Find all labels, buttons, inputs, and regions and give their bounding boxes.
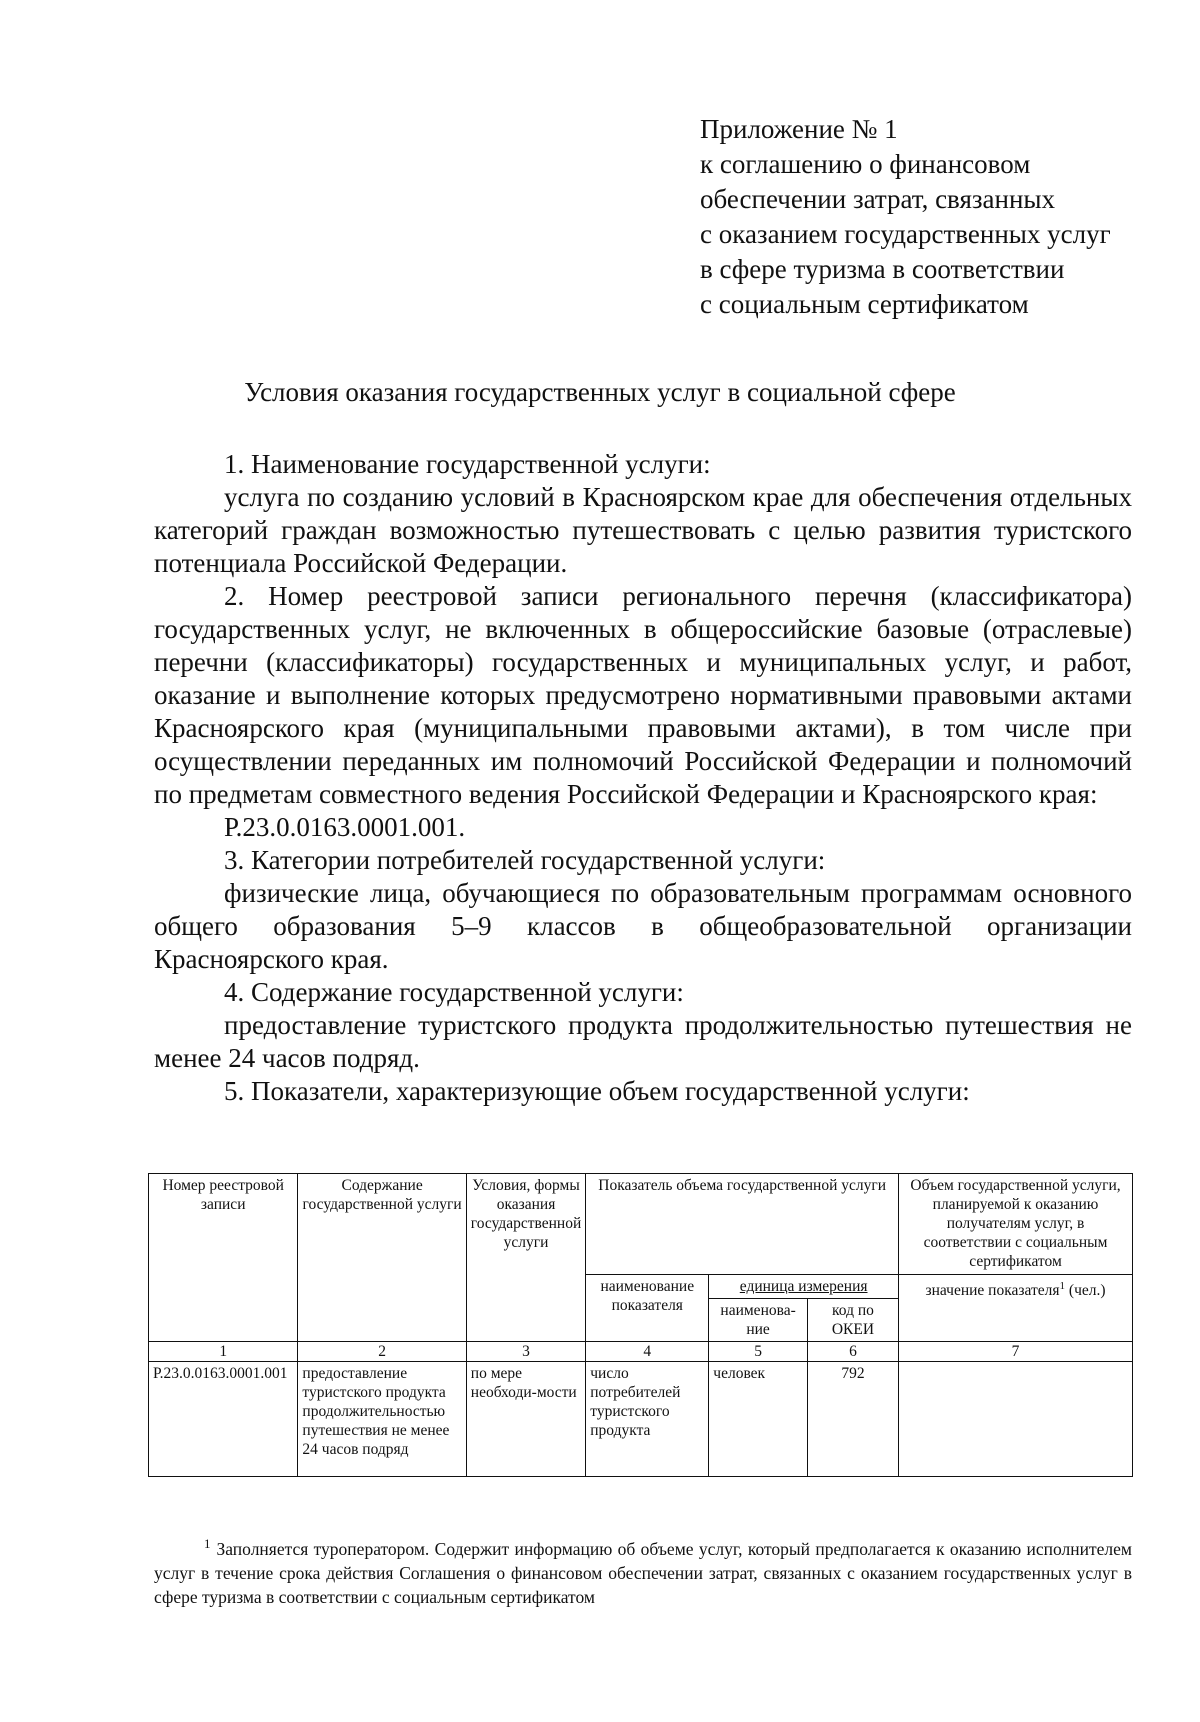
section-3-heading: 3. Категории потребителей государственной услуги: — [224, 845, 826, 875]
appendix-line: обеспечении затрат, связанных — [700, 184, 1056, 214]
cell-indicator-value — [899, 1362, 1133, 1477]
appendix-header — [700, 112, 1160, 322]
header-unit-of-measure: единица измерения — [709, 1275, 899, 1299]
cell-registry-number: Р.23.0.0163.0001.001 — [149, 1362, 298, 1477]
cell-okei-code: 792 — [807, 1362, 898, 1477]
header-indicator-value — [899, 1275, 1133, 1342]
cell-indicator-name: число потребителей туристского продукта — [586, 1362, 709, 1477]
footnote — [154, 1532, 1132, 1609]
appendix-line: в сфере туризма в соответствии — [700, 254, 1065, 284]
section-3-text: физические лица, обучающиеся по образовательным программам основного общего образования 5–9 классов в общеобразовательной организации Красноярского края. — [154, 878, 1132, 974]
appendix-line: с социальным сертификатом — [700, 289, 1029, 319]
document-title: Условия оказания государственных услуг в социальной сфере — [244, 377, 956, 407]
footnote-ref: 1 — [1059, 1280, 1066, 1292]
cell-unit-name: человек — [709, 1362, 808, 1477]
header-indicator-name: наименование показателя — [586, 1275, 709, 1342]
cell-service-content: предоставление туристского продукта продолжительностью путешествия не менее 24 часов подряд — [298, 1362, 466, 1477]
column-number: 5 — [709, 1342, 808, 1362]
indicators-table — [148, 1173, 1133, 1477]
section-5-heading: 5. Показатели, характеризующие объем государственной услуги: — [224, 1076, 970, 1106]
header-service-content: Содержание государственной услуги — [298, 1174, 466, 1342]
header-unit-name: наименова-ние — [709, 1299, 808, 1342]
section-4-text: предоставление туристского продукта продолжительностью путешествия не менее 24 часов подряд. — [154, 1010, 1132, 1073]
header-value-unit: (чел.) — [1068, 1282, 1106, 1300]
footnote-text: Заполняется туроператором. Содержит информацию об объеме услуг, который предполагается к оказанию исполнителем услуг в течение срока действия Соглашения о финансовом обеспечении затрат, связанных с оказанием государственных услуг в сфере туризма в соответствии с социальным сертификатом — [154, 1538, 1132, 1607]
column-number: 2 — [298, 1342, 466, 1362]
appendix-line: к соглашению о финансовом — [700, 149, 1031, 179]
section-2-registry-code: Р.23.0.0163.0001.001. — [224, 812, 466, 842]
header-service-volume: Объем государственной услуги, планируемой к оказанию получателям услуг, в соответствии с социальным сертификатом — [899, 1174, 1133, 1275]
column-number: 3 — [466, 1342, 585, 1362]
header-value-label: значение показателя — [925, 1282, 1060, 1300]
header-service-conditions: Условия, формы оказания государственной услуги — [466, 1174, 585, 1342]
appendix-line: с оказанием государственных услуг — [700, 219, 1111, 249]
column-number: 6 — [807, 1342, 898, 1362]
column-number: 1 — [149, 1342, 298, 1362]
column-number: 7 — [899, 1342, 1133, 1362]
appendix-line: Приложение № 1 — [700, 114, 898, 144]
section-2-text: 2. Номер реестровой записи регионального перечня (классификатора) государственных услуг, не включенных в общероссийские базовые (отраслевые) перечни (классификаторы) государственных и муниципальных услуг, и работ, оказание и выполнение которых предусмотрено нормативными правовыми актами Красноярского края (муниципальными правовыми актами), в том числе при осуществлении переданных им полномочий Российской Федерации и полномочий по предметам совместного ведения Российской Федерации и Красноярского края: — [154, 581, 1132, 809]
section-1-heading: 1. Наименование государственной услуги: — [224, 449, 711, 479]
table-row — [149, 1362, 1133, 1477]
section-4-heading: 4. Содержание государственной услуги: — [224, 977, 684, 1007]
document-body — [154, 448, 1132, 1108]
header-okei-code: код по ОКЕИ — [807, 1299, 898, 1342]
header-volume-indicator: Показатель объема государственной услуги — [586, 1174, 899, 1275]
column-number: 4 — [586, 1342, 709, 1362]
footnote-mark: 1 — [204, 1536, 211, 1551]
cell-service-conditions: по мере необходи-мости — [466, 1362, 585, 1477]
section-1-text: услуга по созданию условий в Красноярском крае для обеспечения отдельных категорий граждан возможностью путешествовать с целью развития туристского потенциала Российской Федерации. — [154, 482, 1132, 578]
header-registry-number: Номер реестровой записи — [149, 1174, 298, 1342]
